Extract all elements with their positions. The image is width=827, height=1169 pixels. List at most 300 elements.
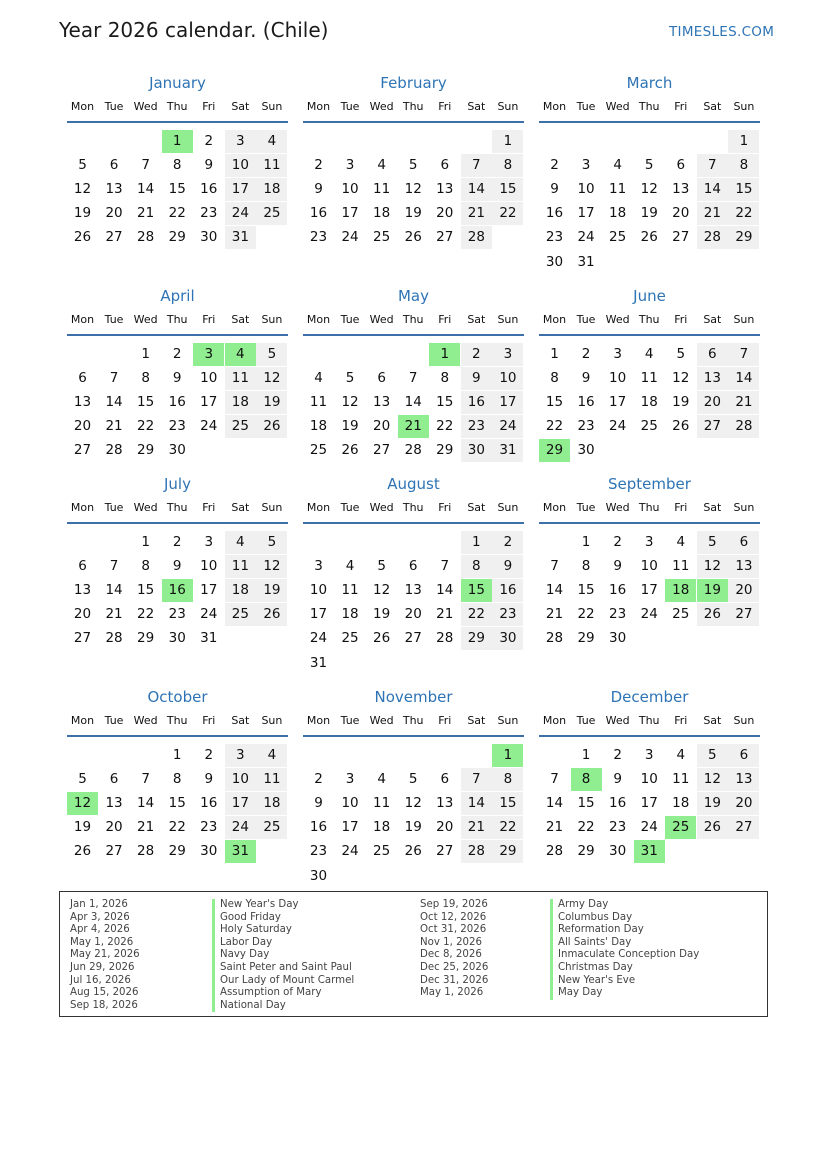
day-cell: 17 <box>200 394 218 411</box>
day-cell: 25 <box>373 843 391 860</box>
day-cell: 4 <box>225 531 256 554</box>
day-cell: 14 <box>137 795 155 812</box>
day-cell: 6 <box>728 531 759 554</box>
day-cell: 17 <box>492 391 523 414</box>
weekday-header: Mon <box>542 714 567 727</box>
day-cell: 17 <box>341 205 359 222</box>
header-rule <box>303 334 524 336</box>
header-rule <box>303 735 524 737</box>
day-cell: 19 <box>256 391 287 414</box>
day-cell: 10 <box>341 181 359 198</box>
holiday-day-cell: 8 <box>571 768 602 791</box>
holiday-day-cell: 29 <box>539 439 570 462</box>
day-cell: 28 <box>137 229 155 246</box>
day-cell: 26 <box>697 603 728 626</box>
weekday-header: Fri <box>202 313 216 326</box>
day-cell: 31 <box>225 226 256 249</box>
day-cell: 18 <box>256 178 287 201</box>
weekday-header: Wed <box>369 313 394 326</box>
day-cell: 24 <box>609 418 627 435</box>
weekday-header: Thu <box>402 313 424 326</box>
day-cell: 20 <box>404 606 422 623</box>
day-cell: 27 <box>672 229 690 246</box>
day-cell: 23 <box>168 418 186 435</box>
day-cell: 23 <box>309 229 328 246</box>
day-cell: 18 <box>256 792 287 815</box>
day-cell: 7 <box>550 558 559 575</box>
day-cell: 18 <box>341 606 359 623</box>
day-cell: 1 <box>461 531 492 554</box>
day-cell: 26 <box>404 843 422 860</box>
day-cell: 31 <box>492 439 523 462</box>
day-cell: 22 <box>728 202 759 225</box>
day-cell: 22 <box>492 202 523 225</box>
legend-holiday-name: Inmaculate Conception Day <box>550 949 699 962</box>
month-name: February <box>380 74 447 92</box>
day-cell: 18 <box>672 795 690 812</box>
day-cell: 8 <box>492 154 523 177</box>
weekday-header: Tue <box>340 100 360 113</box>
day-cell: 14 <box>105 582 123 599</box>
day-cell: 12 <box>697 768 728 791</box>
day-cell: 24 <box>640 819 658 836</box>
weekday-header: Fri <box>438 100 452 113</box>
day-cell: 23 <box>168 606 186 623</box>
weekday-header: Tue <box>576 714 596 727</box>
legend-dates-col-1 <box>70 899 140 1012</box>
header-rule <box>539 121 760 123</box>
legend-dates-col-2 <box>420 899 488 1000</box>
weekday-header: Wed <box>369 100 394 113</box>
day-cell: 12 <box>672 370 690 387</box>
legend-date: Dec 25, 2026 <box>420 961 489 973</box>
day-cell: 30 <box>577 442 595 459</box>
day-cell: 6 <box>697 343 728 366</box>
month-name: November <box>374 688 453 706</box>
day-cell: 25 <box>609 229 627 246</box>
legend-holiday-name: Saint Peter and Saint Paul <box>212 962 354 975</box>
legend-names-col-1 <box>212 899 354 1012</box>
weekday-header: Thu <box>638 313 660 326</box>
day-cell: 6 <box>440 157 450 174</box>
day-cell: 19 <box>373 606 391 623</box>
day-cell: 30 <box>609 843 627 860</box>
day-cell: 5 <box>697 531 728 554</box>
day-cell: 24 <box>577 229 595 246</box>
legend-date: Dec 31, 2026 <box>420 974 489 986</box>
weekday-header: Sat <box>231 501 250 514</box>
weekday-header: Tue <box>340 714 360 727</box>
day-cell: 16 <box>609 795 627 812</box>
day-cell: 26 <box>341 442 359 459</box>
day-cell: 21 <box>697 202 728 225</box>
day-cell: 17 <box>309 606 328 623</box>
day-cell: 27 <box>105 843 123 860</box>
weekday-header: Wed <box>133 501 158 514</box>
holiday-day-cell: 19 <box>697 579 728 602</box>
day-cell: 23 <box>492 603 523 626</box>
day-cell: 4 <box>256 744 287 767</box>
month-name: June <box>633 287 666 305</box>
day-cell: 20 <box>105 819 123 836</box>
weekday-header: Sun <box>733 313 755 326</box>
day-cell: 10 <box>225 768 256 791</box>
holiday-day-cell: 31 <box>634 840 665 863</box>
day-cell: 7 <box>697 154 728 177</box>
day-cell: 3 <box>613 346 622 362</box>
day-cell: 19 <box>672 394 690 411</box>
day-cell: 4 <box>256 130 287 153</box>
day-cell: 20 <box>373 418 391 435</box>
day-cell: 10 <box>309 582 328 599</box>
day-cell: 25 <box>672 606 690 623</box>
weekday-header: Sat <box>467 313 486 326</box>
day-cell: 21 <box>728 391 759 414</box>
weekday-header: Sun <box>497 313 519 326</box>
day-cell: 10 <box>200 370 218 387</box>
day-cell: 6 <box>728 744 759 767</box>
day-cell: 27 <box>728 603 759 626</box>
weekday-header: Thu <box>166 100 188 113</box>
day-cell: 24 <box>492 415 523 438</box>
day-cell: 2 <box>204 747 214 763</box>
day-cell: 21 <box>545 606 564 623</box>
legend-holiday-name: Good Friday <box>212 912 354 925</box>
day-cell: 19 <box>404 819 422 836</box>
day-cell: 4 <box>377 157 386 174</box>
day-cell: 10 <box>577 181 595 198</box>
weekday-header: Tue <box>576 100 596 113</box>
day-cell: 29 <box>137 630 155 647</box>
holiday-day-cell: 16 <box>162 579 193 602</box>
weekday-header: Sat <box>467 100 486 113</box>
day-cell: 8 <box>172 157 182 174</box>
day-cell: 3 <box>581 157 591 174</box>
weekday-header: Sat <box>231 313 250 326</box>
day-cell: 6 <box>78 558 87 575</box>
day-cell: 31 <box>309 654 328 671</box>
day-cell: 8 <box>492 768 523 791</box>
day-cell: 9 <box>314 181 323 198</box>
day-cell: 5 <box>676 346 686 362</box>
day-cell: 1 <box>728 130 759 153</box>
day-cell: 12 <box>404 181 422 198</box>
day-cell: 24 <box>225 816 256 839</box>
day-cell: 11 <box>373 795 391 812</box>
weekday-header: Thu <box>166 313 188 326</box>
legend-holiday-name: Assumption of Mary <box>212 987 354 1000</box>
weekday-header: Sun <box>261 714 283 727</box>
legend-holiday-name: Army Day <box>550 899 699 912</box>
day-cell: 29 <box>728 226 759 249</box>
day-cell: 23 <box>577 418 595 435</box>
day-cell: 15 <box>492 178 523 201</box>
day-cell: 30 <box>609 630 627 647</box>
weekday-header: Sun <box>497 100 519 113</box>
day-cell: 10 <box>640 558 658 575</box>
day-cell: 26 <box>73 843 92 860</box>
day-cell: 18 <box>309 418 328 435</box>
day-cell: 23 <box>545 229 564 246</box>
day-cell: 19 <box>640 205 658 222</box>
day-cell: 22 <box>577 819 595 836</box>
day-cell: 29 <box>461 627 492 650</box>
day-cell: 7 <box>461 154 492 177</box>
day-cell: 13 <box>728 768 759 791</box>
legend-date: Jul 16, 2026 <box>70 974 131 986</box>
month-name: July <box>164 475 191 493</box>
day-cell: 11 <box>256 154 287 177</box>
day-cell: 5 <box>644 157 654 174</box>
legend-holiday-name: New Year's Eve <box>550 975 699 988</box>
day-cell: 27 <box>728 816 759 839</box>
day-cell: 2 <box>172 534 182 550</box>
header-rule <box>67 522 288 524</box>
weekday-header: Sat <box>703 313 722 326</box>
day-cell: 6 <box>78 370 87 387</box>
day-cell: 3 <box>345 157 355 174</box>
header-rule <box>539 334 760 336</box>
day-cell: 9 <box>550 181 559 198</box>
day-cell: 30 <box>200 229 218 246</box>
holiday-day-cell: 21 <box>398 415 429 438</box>
day-cell: 16 <box>168 394 186 411</box>
day-cell: 22 <box>436 418 454 435</box>
day-cell: 13 <box>436 181 454 198</box>
day-cell: 27 <box>373 442 391 459</box>
day-cell: 25 <box>341 630 359 647</box>
header-rule <box>67 334 288 336</box>
weekday-header: Mon <box>542 313 567 326</box>
day-cell: 25 <box>225 415 256 438</box>
day-cell: 5 <box>78 771 87 788</box>
weekday-header: Mon <box>70 313 95 326</box>
day-cell: 16 <box>309 205 328 222</box>
day-cell: 3 <box>644 534 654 550</box>
day-cell: 4 <box>676 534 686 550</box>
day-cell: 5 <box>256 531 287 554</box>
day-cell: 18 <box>373 205 391 222</box>
day-cell: 30 <box>545 253 564 270</box>
month-name: May <box>397 287 429 305</box>
day-cell: 9 <box>613 771 622 788</box>
day-cell: 7 <box>440 558 450 575</box>
day-cell: 12 <box>404 795 422 812</box>
weekday-header: Wed <box>605 501 630 514</box>
day-cell: 5 <box>256 343 287 366</box>
header-rule <box>539 735 760 737</box>
weekday-header: Tue <box>104 100 124 113</box>
day-cell: 18 <box>640 394 658 411</box>
day-cell: 7 <box>141 157 150 174</box>
day-cell: 3 <box>644 747 654 763</box>
day-cell: 6 <box>109 157 119 174</box>
day-cell: 9 <box>314 795 323 812</box>
weekday-header: Sat <box>467 501 486 514</box>
day-cell: 16 <box>492 579 523 602</box>
day-cell: 23 <box>200 819 218 836</box>
legend-date: Apr 4, 2026 <box>70 924 130 936</box>
day-cell: 2 <box>172 346 182 362</box>
day-cell: 26 <box>672 418 690 435</box>
legend-date: May 1, 2026 <box>420 987 484 999</box>
day-cell: 5 <box>377 558 386 575</box>
holiday-day-cell: 25 <box>665 816 696 839</box>
day-cell: 7 <box>109 370 119 387</box>
day-cell: 27 <box>436 843 454 860</box>
header-rule <box>67 735 288 737</box>
day-cell: 26 <box>697 816 728 839</box>
day-cell: 20 <box>436 205 454 222</box>
weekday-header: Fri <box>438 313 452 326</box>
day-cell: 5 <box>408 771 418 788</box>
day-cell: 9 <box>613 558 622 575</box>
day-cell: 14 <box>404 394 422 411</box>
weekday-header: Thu <box>638 501 660 514</box>
day-cell: 24 <box>640 606 658 623</box>
day-cell: 15 <box>577 582 595 599</box>
weekday-header: Wed <box>369 714 394 727</box>
weekday-header: Fri <box>202 100 216 113</box>
day-cell: 5 <box>78 157 87 174</box>
day-cell: 14 <box>137 181 155 198</box>
day-cell: 17 <box>341 819 359 836</box>
holiday-day-cell: 3 <box>193 343 224 366</box>
day-cell: 21 <box>137 205 155 222</box>
weekday-header: Sat <box>467 714 486 727</box>
day-cell: 28 <box>728 415 759 438</box>
day-cell: 24 <box>200 606 218 623</box>
holiday-legend <box>59 891 768 1017</box>
day-cell: 14 <box>545 582 564 599</box>
day-cell: 17 <box>225 792 256 815</box>
day-cell: 7 <box>550 771 559 788</box>
day-cell: 2 <box>492 531 523 554</box>
day-cell: 23 <box>200 205 218 222</box>
day-cell: 8 <box>172 771 182 788</box>
day-cell: 6 <box>109 771 119 788</box>
legend-holiday-name: Reformation Day <box>550 924 699 937</box>
weekday-header: Mon <box>70 100 95 113</box>
day-cell: 14 <box>436 582 454 599</box>
day-cell: 7 <box>728 343 759 366</box>
day-cell: 15 <box>492 792 523 815</box>
month-name: April <box>160 287 195 305</box>
day-cell: 3 <box>314 558 323 575</box>
day-cell: 28 <box>545 843 564 860</box>
day-cell: 2 <box>581 346 591 362</box>
day-cell: 16 <box>577 394 595 411</box>
month-name: October <box>147 688 208 706</box>
day-cell: 7 <box>141 771 150 788</box>
day-cell: 3 <box>492 343 523 366</box>
day-cell: 6 <box>408 558 418 575</box>
day-cell: 29 <box>577 630 595 647</box>
day-cell: 11 <box>672 558 690 575</box>
month-name: September <box>608 475 691 493</box>
legend-holiday-name: Labor Day <box>212 937 354 950</box>
day-cell: 2 <box>314 771 323 788</box>
day-cell: 12 <box>256 367 287 390</box>
day-cell: 15 <box>545 394 564 411</box>
day-cell: 12 <box>256 555 287 578</box>
legend-holiday-name: Navy Day <box>212 949 354 962</box>
day-cell: 29 <box>168 229 186 246</box>
day-cell: 26 <box>256 415 287 438</box>
header-rule <box>303 121 524 123</box>
day-cell: 16 <box>545 205 564 222</box>
day-cell: 26 <box>256 603 287 626</box>
day-cell: 7 <box>461 768 492 791</box>
weekday-header: Sat <box>703 100 722 113</box>
day-cell: 11 <box>256 768 287 791</box>
day-cell: 28 <box>461 840 492 863</box>
day-cell: 9 <box>581 370 591 387</box>
day-cell: 31 <box>200 630 218 647</box>
day-cell: 2 <box>613 747 622 763</box>
weekday-header: Sun <box>497 501 519 514</box>
weekday-header: Mon <box>542 100 567 113</box>
legend-date: Jan 1, 2026 <box>70 899 128 910</box>
day-cell: 28 <box>137 843 155 860</box>
day-cell: 24 <box>200 418 218 435</box>
day-cell: 29 <box>577 843 595 860</box>
legend-date: Nov 1, 2026 <box>420 936 483 948</box>
weekday-header: Thu <box>166 714 188 727</box>
day-cell: 8 <box>581 558 591 575</box>
day-cell: 15 <box>137 394 155 411</box>
day-cell: 16 <box>609 582 627 599</box>
weekday-header: Thu <box>402 501 424 514</box>
day-cell: 26 <box>640 229 658 246</box>
holiday-day-cell: 12 <box>67 792 98 815</box>
day-cell: 15 <box>137 582 155 599</box>
month-name: August <box>387 475 440 493</box>
weekday-header: Sat <box>703 714 722 727</box>
day-cell: 1 <box>141 346 150 362</box>
day-cell: 21 <box>105 606 123 623</box>
day-cell: 16 <box>200 181 218 198</box>
day-cell: 25 <box>256 202 287 225</box>
day-cell: 17 <box>577 205 595 222</box>
header-rule <box>67 121 288 123</box>
day-cell: 24 <box>341 229 359 246</box>
day-cell: 2 <box>204 133 214 149</box>
day-cell: 21 <box>436 606 454 623</box>
brand-link[interactable]: TIMESLES.COM <box>669 24 775 40</box>
day-cell: 7 <box>408 370 418 387</box>
day-cell: 21 <box>461 816 492 839</box>
day-cell: 30 <box>200 843 218 860</box>
day-cell: 25 <box>256 816 287 839</box>
day-cell: 18 <box>225 391 256 414</box>
day-cell: 9 <box>172 558 182 575</box>
day-cell: 8 <box>550 370 559 387</box>
day-cell: 16 <box>461 391 492 414</box>
holiday-day-cell: 1 <box>429 343 460 366</box>
weekday-header: Tue <box>576 313 596 326</box>
legend-date: Dec 8, 2026 <box>420 949 482 961</box>
day-cell: 2 <box>550 157 559 174</box>
day-cell: 9 <box>461 367 492 390</box>
weekday-header: Mon <box>542 501 567 514</box>
weekday-header: Sun <box>261 501 283 514</box>
day-cell: 17 <box>640 795 658 812</box>
day-cell: 12 <box>373 582 391 599</box>
day-cell: 22 <box>168 205 186 222</box>
day-cell: 2 <box>461 343 492 366</box>
day-cell: 2 <box>613 534 622 550</box>
